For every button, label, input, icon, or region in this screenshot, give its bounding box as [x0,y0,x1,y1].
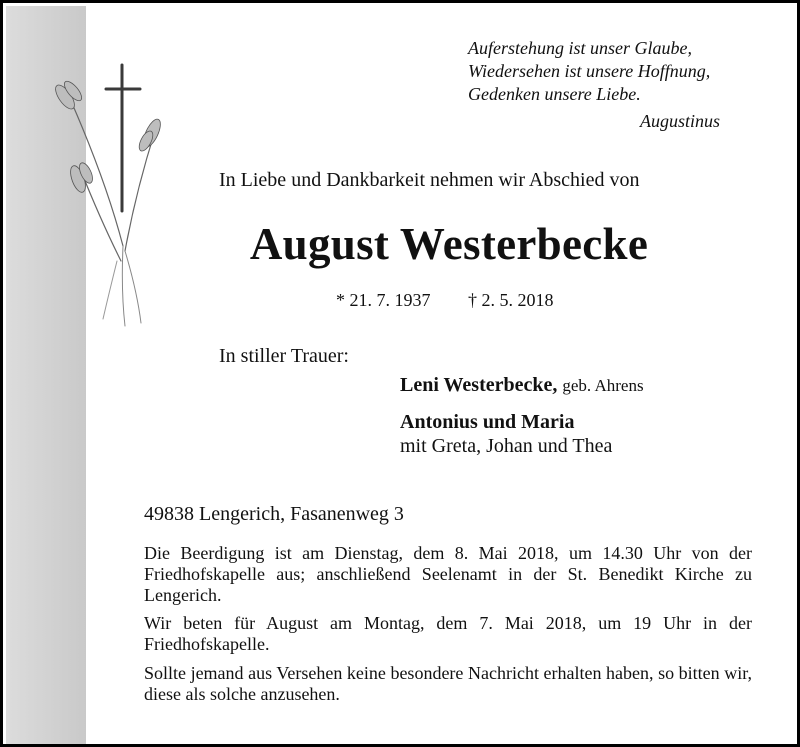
notice-paragraph: Sollte jemand aus Versehen keine besondere Nachricht erhalten haben, so bitten wir, diese als solche anzusehen. [144,663,752,704]
quote-line: Gedenken unsere Liebe. [468,84,641,104]
death-date: † 2. 5. 2018 [468,290,554,310]
mourner-first-suffix: geb. Ahrens [562,376,644,395]
birth-date: * 21. 7. 1937 [336,290,431,310]
mourner-first-name: Leni Westerbecke, [400,374,558,396]
quote-line: Auferstehung ist unser Glaube, [468,38,692,58]
quote-block [468,37,710,106]
mourner-second-detail: mit Greta, Johan und Thea [400,435,613,457]
deceased-name: August Westerbecke [249,219,649,269]
mourner-first [400,374,644,397]
quote-author: Augustinus [640,111,721,131]
quote-line: Wiedersehen ist unsere Hoffnung, [468,61,711,81]
prayer-paragraph: Wir beten für August am Montag, dem 7. Mai 2018, um 19 Uhr in der Friedhofskapelle. [144,613,752,654]
funeral-paragraph: Die Beerdigung ist am Dienstag, dem 8. Mai 2018, um 14.30 Uhr von der Friedhofskapelle aus; anschließend Seelenamt in der St. Benedikt Kirche zu Lengerich. [144,543,752,605]
mourning-label: In stiller Trauer: [219,345,349,367]
intro-text: In Liebe und Dankbarkeit nehmen wir Abschied von [219,169,640,191]
address: 49838 Lengerich, Fasanenweg 3 [144,503,404,525]
cross-wheat-icon [51,61,171,331]
mourner-second-name: Antonius und Maria [400,411,575,433]
